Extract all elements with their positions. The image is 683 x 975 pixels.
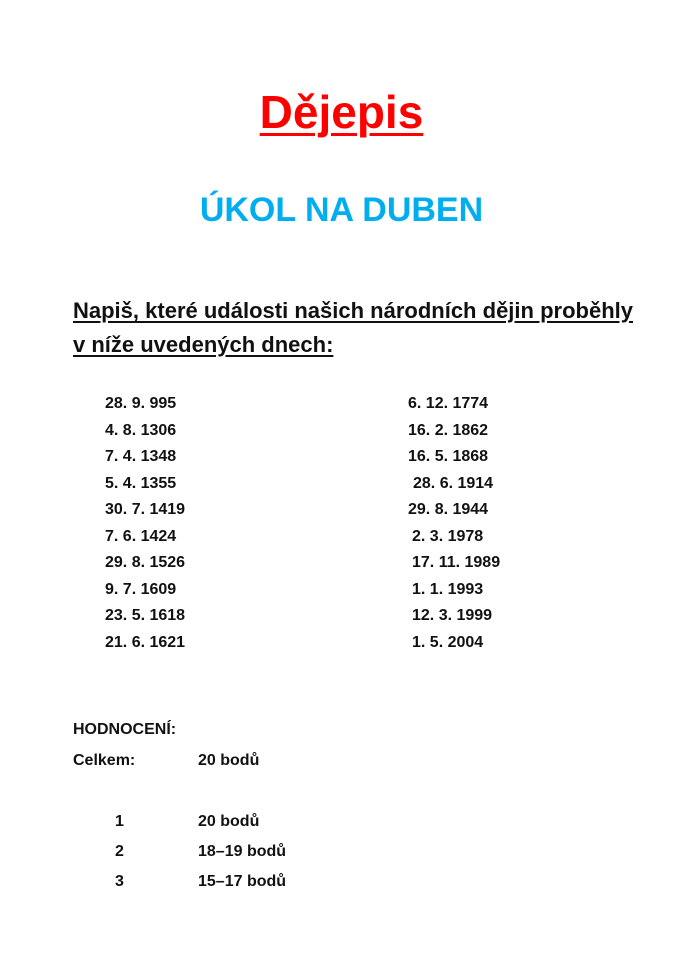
grade-row: [73, 870, 473, 900]
date-item: 17. 11. 1989: [412, 554, 501, 571]
date-item: 1. 5. 2004: [412, 633, 484, 651]
date-item: 12. 3. 1999: [412, 607, 493, 624]
grade-number: 3: [115, 873, 124, 890]
date-item: 7. 6. 1424: [105, 527, 177, 545]
grade-number: 1: [115, 813, 124, 830]
evaluation-total: [73, 749, 473, 773]
date-item: 21. 6. 1621: [105, 633, 186, 651]
date-item: 29. 8. 1944: [408, 501, 489, 518]
grade-points: 15–17 bodů: [198, 873, 287, 890]
date-item: 9. 7. 1609: [105, 580, 177, 598]
date-item: 28. 9. 995: [105, 395, 177, 412]
page-title: Dějepis: [259, 86, 424, 138]
date-item: 7. 4. 1348: [105, 448, 177, 465]
date-item: 4. 8. 1306: [105, 421, 177, 439]
date-item: 1. 1. 1993: [412, 580, 484, 598]
task-instruction: Napiš, které události našich národních dějin proběhly v níže uvedených dnech:: [73, 298, 633, 357]
dates-list-left: [105, 393, 305, 658]
date-item: 2. 3. 1978: [412, 527, 484, 545]
date-item: 23. 5. 1618: [105, 607, 186, 624]
grade-row: [73, 810, 473, 840]
date-item: 16. 2. 1862: [408, 421, 489, 439]
grade-number: 2: [115, 843, 124, 860]
date-item: 6. 12. 1774: [408, 395, 489, 412]
total-value: 20 bodů: [198, 752, 260, 769]
grade-row: [73, 840, 473, 870]
dates-list-right: [408, 393, 608, 658]
date-item: 28. 6. 1914: [413, 474, 494, 492]
date-item: 5. 4. 1355: [105, 474, 177, 492]
grade-points: 18–19 bodů: [198, 843, 287, 860]
date-item: 16. 5. 1868: [408, 448, 489, 465]
grade-points: 20 bodů: [198, 813, 260, 830]
total-label: Celkem:: [73, 752, 136, 769]
page-subtitle: ÚKOL NA DUBEN: [199, 191, 484, 229]
evaluation-heading: HODNOCENÍ:: [73, 721, 177, 738]
grading-scale: [73, 810, 473, 900]
date-item: 29. 8. 1526: [105, 554, 186, 571]
date-item: 30. 7. 1419: [105, 501, 186, 518]
